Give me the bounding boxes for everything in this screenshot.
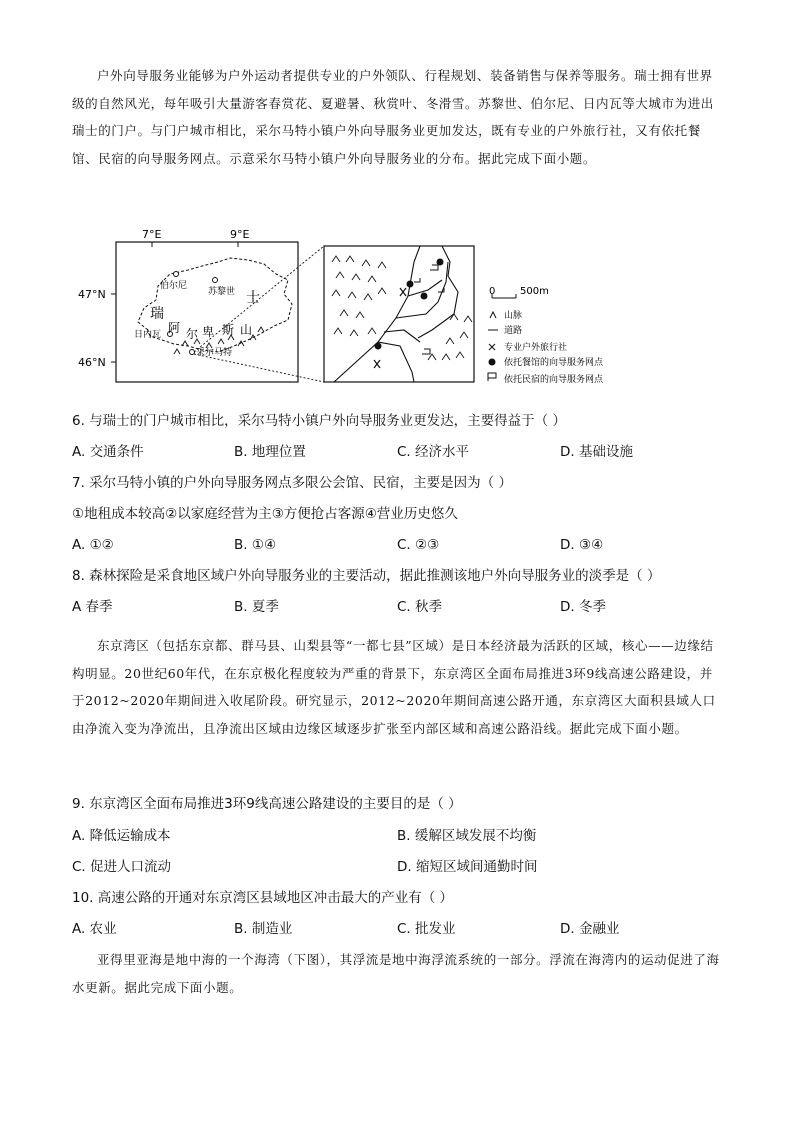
mountain-label-char: 尔 xyxy=(186,327,199,341)
switzerland-border xyxy=(138,258,292,352)
passage-tokyo-bay: 东京湾区（包括东京都、群马县、山梨县等“一都七县”区域）是日本经济最为活跃的区域，核心——边缘结构明显。20世纪60年代，在东京极化程度较为严重的背景下，东京湾区全面布局推进3环9线高速公路建设，并于2012~2020年期间进入收尾阶段。研究显示，2012~2020年期间高速公路开通，东京湾区大面积县域人口由净流入变为净流出，且净流出区域由边缘区域逐步扩张至内部区域和高速公路沿线。据此完成下面小题。 xyxy=(72,638,716,736)
question-10-option-b[interactable]: B. 制造业 xyxy=(234,921,293,937)
question-6-option-c[interactable]: C. 经济水平 xyxy=(397,444,470,460)
city-label-geneva: 日内瓦 xyxy=(134,330,162,340)
city-label-bern: 伯尔尼 xyxy=(160,281,188,291)
scale-length: 500m xyxy=(520,286,549,297)
map-figure xyxy=(78,222,638,390)
question-10-option-a[interactable]: A. 农业 xyxy=(72,921,117,937)
question-10-option-c[interactable]: C. 批发业 xyxy=(397,921,456,937)
question-9-option-d[interactable]: D. 缩短区域间通勤时间 xyxy=(397,859,538,875)
question-9-option-c[interactable]: C. 促进人口流动 xyxy=(72,859,172,875)
lon-label: 7°E xyxy=(142,228,162,241)
legend-item-road: 道路 xyxy=(504,326,523,336)
question-8-option-b[interactable]: B. 夏季 xyxy=(234,599,279,615)
legend-item-restaurant-point: 依托餐馆的向导服务网点 xyxy=(504,358,604,368)
question-6-option-d[interactable]: D. 基础设施 xyxy=(560,444,633,460)
city-label-zurich: 苏黎世 xyxy=(208,287,236,297)
country-label-char: 士 xyxy=(246,290,260,306)
mountain-label-char: 卑 xyxy=(202,325,215,339)
legend-item-homestay-point: 依托民宿的向导服务网点 xyxy=(504,375,604,385)
question-7-statements: ①地租成本较高②以家庭经营为主③方便抢占客源④营业历史悠久 xyxy=(72,506,458,522)
question-7-stem: 7. 采尔马特小镇的户外向导服务网点多限公会馆、民宿，主要是因为（ ） xyxy=(72,475,512,491)
mountain-label-char: 山 xyxy=(240,323,253,337)
passage-switzerland: 户外向导服务业能够为户外运动者提供专业的户外领队、行程规划、装备销售与保养等服务。瑞士拥有世界级的自然风光，每年吸引大量游客春赏花、夏避暑、秋赏叶、冬滑雪。苏黎世、伯尔尼、日内瓦等大城市为进出瑞士的门户。与门户城市相比，采尔马特小镇户外向导服务业更加发达，既有专业的户外旅行社，又有依托餐馆、民宿的向导服务网点。示意采尔马特小镇户外向导服务业的分布。据此完成下面小题。 xyxy=(72,68,714,166)
legend-item-mountain: 山脉 xyxy=(504,311,523,321)
question-10-stem: 10. 高速公路的开通对东京湾区县域地区冲击最大的产业有（ ） xyxy=(72,890,454,906)
question-7-option-d[interactable]: D. ③④ xyxy=(560,537,604,553)
city-label-zermatt: 采尔马特 xyxy=(196,348,233,358)
mountain-label-char: 斯 xyxy=(222,323,235,337)
question-8-option-a[interactable]: A 春季 xyxy=(72,599,113,615)
lon-label: 9°E xyxy=(230,228,250,241)
lat-label: 47°N xyxy=(78,288,106,301)
question-9-option-a[interactable]: A. 降低运输成本 xyxy=(72,828,171,844)
question-9-stem: 9. 东京湾区全面布局推进3环9线高速公路建设的主要目的是（ ） xyxy=(72,796,462,812)
question-6-option-a[interactable]: A. 交通条件 xyxy=(72,444,144,460)
question-10-option-d[interactable]: D. 金融业 xyxy=(560,921,620,937)
question-8-option-d[interactable]: D. 冬季 xyxy=(560,599,606,615)
question-7-option-c[interactable]: C. ②③ xyxy=(397,537,440,553)
question-9-option-b[interactable]: B. 缓解区域发展不均衡 xyxy=(397,828,537,844)
question-8-option-c[interactable]: C. 秋季 xyxy=(397,599,443,615)
question-6-option-b[interactable]: B. 地理位置 xyxy=(234,444,306,460)
question-6-stem: 6. 与瑞士的门户城市相比，采尔马特小镇户外向导服务业更发达，主要得益于（ ） xyxy=(72,413,566,429)
question-7-option-b[interactable]: B. ①④ xyxy=(234,537,277,553)
scale-zero: 0 xyxy=(489,286,496,297)
legend-item-travel-agency: 专业户外旅行社 xyxy=(504,343,568,353)
passage-adriatic: 亚得里亚海是地中海的一个海湾（下图），其浮流是地中海浮流系统的一部分。浮流在海湾内的运动促进了海水更新。据此完成下面小题。 xyxy=(72,952,720,995)
country-label-char: 瑞 xyxy=(150,306,164,322)
mountain-label-char: 阿 xyxy=(168,321,181,335)
question-8-stem: 8. 森林探险是采食地区域户外向导服务业的主要活动，据此推测该地户外向导服务业的淡季是（ ） xyxy=(72,568,661,584)
lat-label: 46°N xyxy=(78,356,106,369)
question-7-option-a[interactable]: A. ①② xyxy=(72,537,114,553)
switzerland-map-frame xyxy=(116,242,298,382)
legend xyxy=(488,286,604,385)
